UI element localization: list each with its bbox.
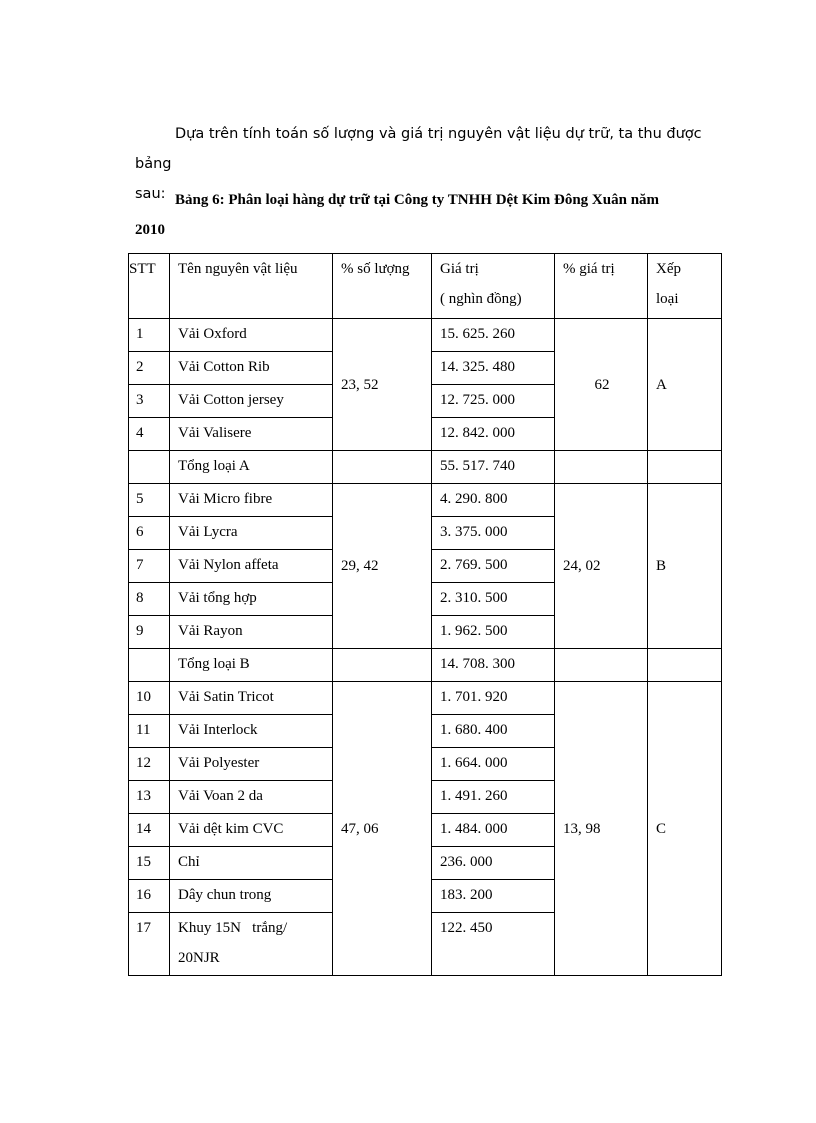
row-name: Vải Cotton jersey xyxy=(170,385,333,418)
row-stt: 17 xyxy=(129,913,170,976)
total-a-value: 55. 517. 740 xyxy=(432,451,555,484)
table-header-row xyxy=(129,254,722,319)
row-value: 1. 962. 500 xyxy=(432,616,555,649)
row-name: Vải dệt kim CVC xyxy=(170,814,333,847)
group-b-qty-pct: 29, 42 xyxy=(333,484,432,649)
row-value: 1. 484. 000 xyxy=(432,814,555,847)
row-name: Vải tổng hợp xyxy=(170,583,333,616)
header-stt: STT xyxy=(129,254,170,319)
row-stt: 9 xyxy=(129,616,170,649)
row-stt: 1 xyxy=(129,319,170,352)
row-name-line-2: 20NJR xyxy=(178,950,220,966)
total-value-pct-empty xyxy=(555,649,648,682)
row-stt: 12 xyxy=(129,748,170,781)
inventory-classification-table xyxy=(128,253,722,976)
intro-line-1: Dựa trên tính toán số lượng và giá trị nguyên vật liệu dự trữ, ta thu được bảng xyxy=(135,126,702,172)
row-value: 1. 701. 920 xyxy=(432,682,555,715)
row-stt: 16 xyxy=(129,880,170,913)
group-a-qty-pct: 23, 52 xyxy=(333,319,432,451)
row-value: 122. 450 xyxy=(432,913,555,976)
row-stt: 3 xyxy=(129,385,170,418)
row-name: Dây chun trong xyxy=(170,880,333,913)
row-value: 15. 625. 260 xyxy=(432,319,555,352)
row-name: Vải Polyester xyxy=(170,748,333,781)
group-b-value-pct: 24, 02 xyxy=(555,484,648,649)
table-caption xyxy=(135,185,735,245)
header-value-line-1: Giá trị xyxy=(440,261,479,277)
total-stt-empty xyxy=(129,649,170,682)
intro-line-2: sau: xyxy=(135,186,166,202)
row-stt: 13 xyxy=(129,781,170,814)
group-a-class: A xyxy=(648,319,722,451)
row-name: Vải Oxford xyxy=(170,319,333,352)
total-class-empty xyxy=(648,451,722,484)
row-value: 4. 290. 800 xyxy=(432,484,555,517)
row-name xyxy=(170,913,333,976)
row-name: Vải Cotton Rib xyxy=(170,352,333,385)
row-stt: 10 xyxy=(129,682,170,715)
header-qty-pct: % số lượng xyxy=(333,254,432,319)
row-stt: 7 xyxy=(129,550,170,583)
row-value: 236. 000 xyxy=(432,847,555,880)
group-c-class: C xyxy=(648,682,722,976)
row-value: 14. 325. 480 xyxy=(432,352,555,385)
row-value: 12. 725. 000 xyxy=(432,385,555,418)
total-class-empty xyxy=(648,649,722,682)
total-stt-empty xyxy=(129,451,170,484)
row-name: Chỉ xyxy=(170,847,333,880)
row-value: 2. 310. 500 xyxy=(432,583,555,616)
row-name: Vải Nylon affeta xyxy=(170,550,333,583)
caption-line-2: 2010 xyxy=(135,222,165,238)
header-value-pct: % giá trị xyxy=(555,254,648,319)
header-class-line-2: loại xyxy=(656,291,679,307)
row-name: Vải Lycra xyxy=(170,517,333,550)
row-name: Vải Satin Tricot xyxy=(170,682,333,715)
group-c-qty-pct: 47, 06 xyxy=(333,682,432,976)
row-value: 2. 769. 500 xyxy=(432,550,555,583)
row-name: Vải Rayon xyxy=(170,616,333,649)
total-qty-empty xyxy=(333,451,432,484)
group-a-value-pct: 62 xyxy=(555,319,648,451)
table-row xyxy=(129,484,722,517)
row-value: 1. 491. 260 xyxy=(432,781,555,814)
table-row xyxy=(129,319,722,352)
total-b-value: 14. 708. 300 xyxy=(432,649,555,682)
row-stt: 11 xyxy=(129,715,170,748)
row-stt: 14 xyxy=(129,814,170,847)
header-value-line-2: ( nghìn đồng) xyxy=(440,291,522,307)
total-value-pct-empty xyxy=(555,451,648,484)
row-name: Vải Interlock xyxy=(170,715,333,748)
caption-line-1: Bảng 6: Phân loại hàng dự trữ tại Công ty TNHH Dệt Kim Đông Xuân năm xyxy=(175,192,660,208)
row-value: 183. 200 xyxy=(432,880,555,913)
total-a-label: Tổng loại A xyxy=(170,451,333,484)
group-b-class: B xyxy=(648,484,722,649)
header-class xyxy=(648,254,722,319)
row-name: Vải Valisere xyxy=(170,418,333,451)
row-stt: 4 xyxy=(129,418,170,451)
total-qty-empty xyxy=(333,649,432,682)
total-row-a xyxy=(129,451,722,484)
row-value: 1. 664. 000 xyxy=(432,748,555,781)
row-stt: 6 xyxy=(129,517,170,550)
row-name: Vải Micro fibre xyxy=(170,484,333,517)
group-c-value-pct: 13, 98 xyxy=(555,682,648,976)
header-name: Tên nguyên vật liệu xyxy=(170,254,333,319)
row-stt: 8 xyxy=(129,583,170,616)
row-name-line-1: Khuy 15N trắng/ xyxy=(178,920,288,936)
header-class-line-1: Xếp xyxy=(656,261,681,277)
row-stt: 2 xyxy=(129,352,170,385)
row-name: Vải Voan 2 da xyxy=(170,781,333,814)
table-row xyxy=(129,682,722,715)
header-value xyxy=(432,254,555,319)
total-row-b xyxy=(129,649,722,682)
row-value: 12. 842. 000 xyxy=(432,418,555,451)
row-stt: 5 xyxy=(129,484,170,517)
total-b-label: Tổng loại B xyxy=(170,649,333,682)
row-value: 1. 680. 400 xyxy=(432,715,555,748)
row-value: 3. 375. 000 xyxy=(432,517,555,550)
row-stt: 15 xyxy=(129,847,170,880)
